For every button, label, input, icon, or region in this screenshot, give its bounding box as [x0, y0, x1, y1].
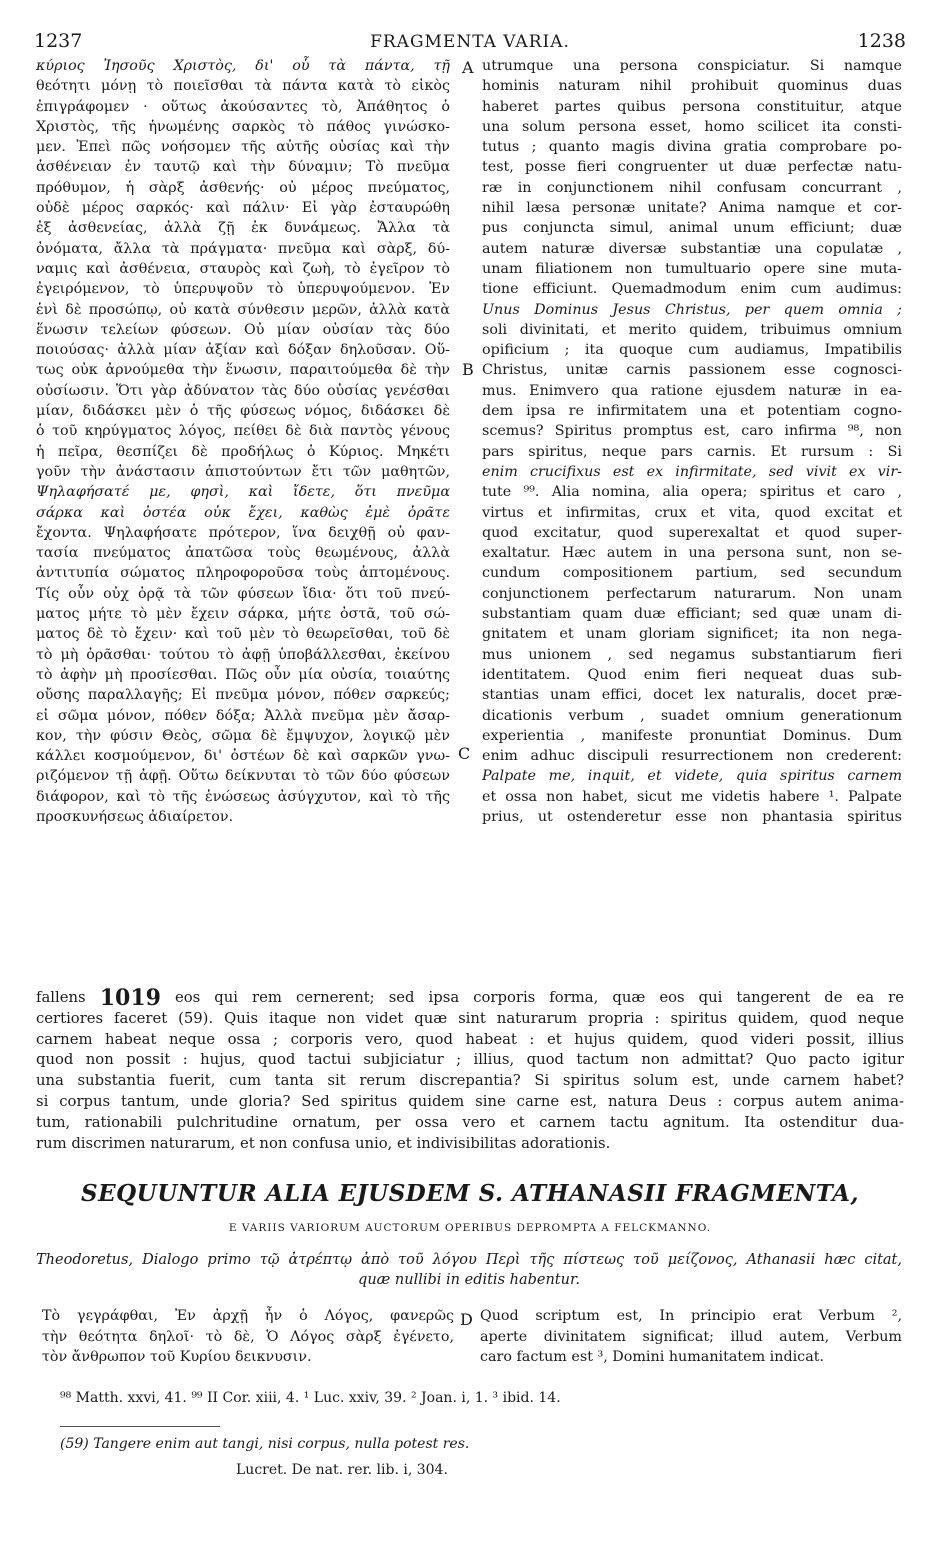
latin-line: una solum persona esset, homo scilicet ita consti-: [482, 118, 902, 135]
greek-line: ὁ τοῦ κηρύγματος λόγος, πείθει δὲ διὰ παντὸς γένους: [36, 423, 450, 440]
full-line: si corpus tantum, unde gloria? Sed spiritus quidem sine carne est, natura Deus : corpus autem anima-: [36, 1092, 904, 1110]
greek-line: τως οὐκ ἀρνούμεθα τὴν ἕνωσιν, παραιτούμεθα δὲ τὴν: [36, 362, 450, 379]
line-start: fallens: [36, 989, 86, 1006]
latin-line: mus unionem , sed negamus substantiarum fieri: [482, 646, 902, 663]
latin-line: Quod scriptum est, In principio erat Verbum ²,: [480, 1308, 902, 1324]
latin-line: stantias unam effici, docet lex naturalis, docet præ-: [482, 687, 902, 704]
intro-line: Theodoretus, Dialogo primo τῷ ἀτρέπτῳ ἀπὸ τοῦ λόγου Περὶ τῆς πίστεως τοῦ μείζονος, Athanasii hæc citat,: [36, 1252, 902, 1268]
margin-letter-c: C: [458, 744, 471, 763]
latin-line: conjunctionem perfectarum naturarum. Non unam: [482, 585, 902, 602]
bottom-latin-column: [480, 1306, 902, 1368]
full-line: certiores faceret (59). Quis itaque non videt quæ sint naturarum propria : spiritus quidem, quod neque: [36, 1009, 904, 1027]
full-line: [36, 988, 904, 1009]
latin-line: caro factum est ³, Domini humanitatem indicat.: [480, 1349, 825, 1365]
greek-line: ἐγειρόμενον, τὸ ὑπερυψοῦν τὸ ὑπερυψούμενον. Ἐν: [36, 281, 450, 298]
latin-line: substantiam quam duæ efficiant; sed quæ unam di-: [482, 606, 902, 623]
greek-line: τὸν ἄνθρωπον τοῦ Κυρίου δεικνυσιν.: [42, 1349, 312, 1365]
latin-column: [482, 56, 902, 827]
greek-line: πρόθυμον, ἡ σὰρξ ἀσθενής· οὐ μέρος πνεύματος,: [36, 179, 450, 196]
latin-line: identitatem. Quod enim fieri nequeat duas sub-: [482, 666, 902, 683]
latin-line: nihil læsa personæ unitate? Anima namque et cor-: [482, 200, 902, 217]
page-number-left: 1237: [34, 30, 83, 52]
greek-line: Τίς οὖν οὐχ ὁρᾷ τὰ τῶν φύσεων ἴδια· ὅτι τοῦ πνεύ-: [36, 585, 450, 602]
greek-line: ματος μήτε τὸ μὲν ἔχειν σάρκα, μήτε ὀστᾶ, τοῦ σώ-: [36, 606, 450, 623]
greek-line: Τὸ γεγράφθαι, Ἐν ἀρχῇ ἦν ὁ Λόγος, φανερῶς: [42, 1308, 454, 1324]
greek-line: οὔσης παραλλαγῆς; Εἰ πνεῦμα μόνον, πόθεν σαρκεύς;: [36, 687, 450, 704]
greek-line: μεν. Ἐπεὶ πῶς νοήσομεν τῆς αὐτῆς οὐσίας καὶ τὴν: [36, 139, 450, 156]
margin-letter-a: A: [462, 58, 474, 77]
latin-line: exaltatur. Hæc autem in una persona sunt, non se-: [482, 545, 902, 562]
greek-line: ματος δὲ τὸ ἔχειν· καὶ τοῦ μὲν τὸ θεωρεῖσθαι, τοῦ δὲ: [36, 626, 450, 643]
latin-line: gnitatem et unam gloriam significet; ita non nega-: [482, 626, 902, 643]
greek-line: ριζόμενον τῇ ἀφῇ. Οὕτω δείκνυται τὸ τῶν δύο φύσεων: [36, 768, 450, 785]
latin-line: dicationis verbum , suadet omnium generationum: [482, 707, 902, 724]
latin-line: opificium ; ita quoque cum audiamus, Impatibilis: [482, 342, 902, 359]
latin-line: cundum compositionem partium, sed secundum: [482, 565, 902, 582]
latin-line: experientia , manifeste pronuntiat Dominus. Dum: [482, 727, 902, 744]
greek-line: ἀσθένειαν ἐν ταυτῷ καὶ τὴν δύναμιν; Τὸ πνεῦμα: [36, 159, 450, 176]
greek-line: ναμις καὶ ἀσθένεια, σταυρὸς καὶ ζωὴ, τὸ ἐγεῖρον τὸ: [36, 260, 450, 277]
greek-line: γοῦν τὴν ἀνάστασιν ἀπιστούντων ἔτι τῶν μαθητῶν,: [36, 463, 450, 480]
full-line: tum, rationabili pulchritudine ornatum, per ossa vero et carnem tactu agnitum. Ita ostenditur dua-: [36, 1113, 904, 1131]
footnote-references: ⁹⁸ Matth. xxvi, 41. ⁹⁹ II Cor. xiii, 4. ¹ Luc. xxiv, 39. ² Joan. i, 1. ³ ibid. 14.: [60, 1390, 561, 1406]
latin-line: test, posse fieri congruenter ut duæ perfectæ natu-: [482, 159, 902, 176]
greek-line: θεότητι μόνῃ τὸ ποιεῖσθαι τὰ πάντα κατὰ τὸ εἰκὸς: [36, 78, 450, 95]
greek-line: τασία πνεύματος ἀπατῶσα τοὺς θεωμένους, ἀλλὰ: [36, 545, 450, 562]
greek-line: Ψηλαφήσατέ με, φησὶ, καὶ ἴδετε, ὅτι πνεῦμα: [36, 484, 450, 501]
latin-line: ræ in conjunctionem nihil confusam concurrant ,: [482, 179, 902, 196]
greek-line: τὸ ἀφὴν μὴ προσίεσθαι. Πῶς οὖν μία οὐσία, τοιαύτης: [36, 666, 450, 683]
greek-line: οὐδὲ μέρος σαρκός· καὶ πάλιν· Εἰ γὰρ ἐσταυρώθη: [36, 200, 450, 217]
latin-line: hominis naturam nihil prohibuit quominus duas: [482, 78, 902, 95]
greek-line: τὸ μὴ ὁρᾶσθαι· τούτου τὸ ἀφῇ ὑποβάλλεσθαι, ἐκείνου: [36, 646, 450, 663]
margin-letter-b: B: [462, 360, 474, 379]
latin-line: enim crucifixus est ex infirmitate, sed vivit ex vir-: [482, 463, 902, 480]
greek-line: προσκυνήσεως ἀδιαίρετον.: [36, 808, 234, 825]
latin-line: mus. Enimvero qua ratione ejusdem naturæ in ea-: [482, 382, 902, 399]
latin-line: Unus Dominus Jesus Christus, per quem omnia ;: [482, 301, 902, 318]
greek-line: ἡ πεῖρα, θεσπίζει δὲ προδήλως ὁ Κύριος. Μηκέτι: [36, 443, 450, 460]
latin-line: soli divinitati, et merito quidem, tribuimus omnium: [482, 321, 902, 338]
latin-line: quod excitatur, quod superexaltat et quod super-: [482, 524, 902, 541]
greek-line: ἀντιτυπία σώματος πληροφοροῦσα τοὺς ἁπτομένους.: [36, 565, 450, 582]
greek-line: κάλλει κοσμούμενον, δι' ὀστέων δὲ καὶ σαρκῶν γνω-: [36, 748, 450, 765]
greek-line: μίαν, διδάσκει μὲν ὁ τῆς φύσεως νόμος, διδάσκει δὲ: [36, 403, 450, 420]
greek-line: κον, τὴν φύσιν Θεὸς, σῶμα δὲ ἔμψυχον, λογικῷ μὲν: [36, 727, 450, 744]
greek-line: τὴν θεότητα δηλοῖ· τὸ δὲ, Ὁ Λόγος σὰρξ ἐγένετο,: [42, 1328, 454, 1345]
latin-line: Palpate me, inquit, et videte, quia spiritus carnem: [482, 768, 902, 785]
latin-line: unam filiationem non tumultuario opere sine muta-: [482, 260, 902, 277]
latin-line: scemus? Spiritus promptus est, caro infirma ⁹⁸, non: [482, 423, 902, 440]
latin-line: tione efficiunt. Quemadmodum enim cum audimus:: [482, 281, 902, 298]
footnote-59: (59) Tangere enim aut tangi, nisi corpus, nulla potest res.: [60, 1436, 470, 1452]
latin-line: dem ipsa re infirmitatem una et potentiam cogno-: [482, 403, 902, 420]
greek-line: ἑνὶ δὲ προσώπῳ, οὐ κατὰ σύνθεσιν μερῶν, ἀλλὰ κατὰ: [36, 301, 450, 318]
greek-line: σάρκα καὶ ὀστέα οὐκ ἔχει, καθὼς ἐμὲ ὁρᾶτε: [36, 504, 450, 521]
greek-line: ἔχοντα. Ψηλαφήσατε πρότερον, ἵνα δειχθῇ οὐ φαν-: [36, 524, 450, 541]
margin-letter-d: D: [460, 1310, 473, 1329]
greek-line: κύριος Ἰησοῦς Χριστὸς, δι' οὗ τὰ πάντα, τῇ: [36, 58, 450, 74]
bottom-greek-column: [42, 1306, 454, 1368]
full-line: una substantia fuerit, cum tanta sit rerum discrepantia? Si spiritus solum est, unde carnem habet?: [36, 1072, 904, 1090]
greek-line: ποιούσας· ἀλλὰ μίαν ἀξίαν καὶ δόξαν δηλοῦσαν. Οὕ-: [36, 342, 450, 359]
greek-line: ἐξ ἀσθενείας, ἀλλὰ ζῇ ἐκ δυνάμεως. Ἄλλα τὰ: [36, 220, 450, 237]
latin-line: aperte divinitatem significat; illud autem, Verbum: [480, 1328, 902, 1345]
latin-line: autem naturæ diversæ substantiæ una copulatæ ,: [482, 240, 902, 257]
latin-line: pars spiritus, neque pars carnis. Et rursum : Si: [482, 443, 902, 460]
page-number-right: 1238: [857, 30, 906, 52]
footnote-divider: [60, 1426, 220, 1427]
latin-line: utrumque una persona conspiciatur. Si namque: [482, 58, 902, 74]
latin-line: virtus et infirmitas, crux et vita, quod excitat et: [482, 504, 902, 521]
latin-line: haberet partes quibus persona constituitur, atque: [482, 98, 902, 115]
section-title: SEQUUNTUR ALIA EJUSDEM S. ATHANASII FRAGMENTA,: [80, 1180, 859, 1207]
full-line: carnem habeat neque ossa ; corporis vero, quod habeat : et hujus quidem, quod videri possit, illius: [36, 1030, 904, 1048]
greek-line: Χριστὸς, τῆς ἡνωμένης σαρκὸς τὸ πάθος γινώσκο-: [36, 118, 450, 135]
greek-line: ἐπιγράφομεν · οὕτως ἀκούσαντες τὸ, Ἀπάθητος ὁ: [36, 98, 450, 115]
latin-line: et ossa non habet, sicut me videtis habere ¹. Palpate: [482, 788, 902, 805]
footnote-59-source: Lucret. De nat. rer. lib. i, 304.: [236, 1462, 448, 1478]
running-title: FRAGMENTA VARIA.: [370, 32, 570, 52]
full-width-paragraph: [36, 988, 904, 1154]
full-line: quod non possit : hujus, quod tactui subjiciatur ; illius, quod tactum non admittat? Quo pacto igitur: [36, 1051, 904, 1069]
latin-line: pus conjuncta simul, animal unum efficiunt; duæ: [482, 220, 902, 237]
column-number: 1019: [99, 988, 161, 1009]
full-line: rum discrimen naturarum, et non confusa unio, et indivisibilitas adorationis.: [36, 1134, 611, 1152]
intro-note: [36, 1250, 902, 1290]
section-subtitle: E VARIIS VARIORUM AUCTORUM OPERIBUS DEPROMPTA A FELCKMANNO.: [228, 1222, 712, 1234]
latin-line: tutus ; quanto magis divina gratia comprobare po-: [482, 139, 902, 156]
greek-line: οὐσίωσιν. Ὅτι γὰρ ἀδύνατον τὰς δύο οὐσίας γενέσθαι: [36, 382, 450, 399]
greek-line: ὀνόματα, ἄλλα τὰ πράγματα· πνεῦμα καὶ σὰρξ, δύ-: [36, 240, 450, 257]
greek-line: εἰ σῶμα μόνον, πόθεν δόξα; Ἀλλὰ πνεῦμα μὲν ἄσαρ-: [36, 707, 450, 724]
greek-line: ἕνωσιν τελείων φύσεων. Οὐ μίαν οὐσίαν τὰς δύο: [36, 321, 450, 338]
latin-line: Christus, unitæ carnis passionem esse cognosci-: [482, 362, 902, 379]
intro-line: quæ nullibi in editis habentur.: [358, 1272, 580, 1288]
page-header: [34, 30, 906, 54]
line-end: eos qui rem cernerent; sed ipsa corporis forma, quæ eos qui tangerent de ea re: [174, 989, 904, 1006]
latin-line: tute ⁹⁹. Alia nomina, alia opera; spiritus et caro ,: [482, 484, 902, 501]
greek-line: διάφορον, καὶ τὸ τῆς ἑνώσεως ἀσύγχυτον, καὶ τὸ τῆς: [36, 788, 450, 805]
latin-line: prius, ut ostenderetur esse non phantasia spiritus: [482, 808, 902, 825]
greek-column: [36, 56, 450, 827]
latin-line: enim adhuc discipuli resurrectionem non crederent:: [482, 748, 902, 765]
